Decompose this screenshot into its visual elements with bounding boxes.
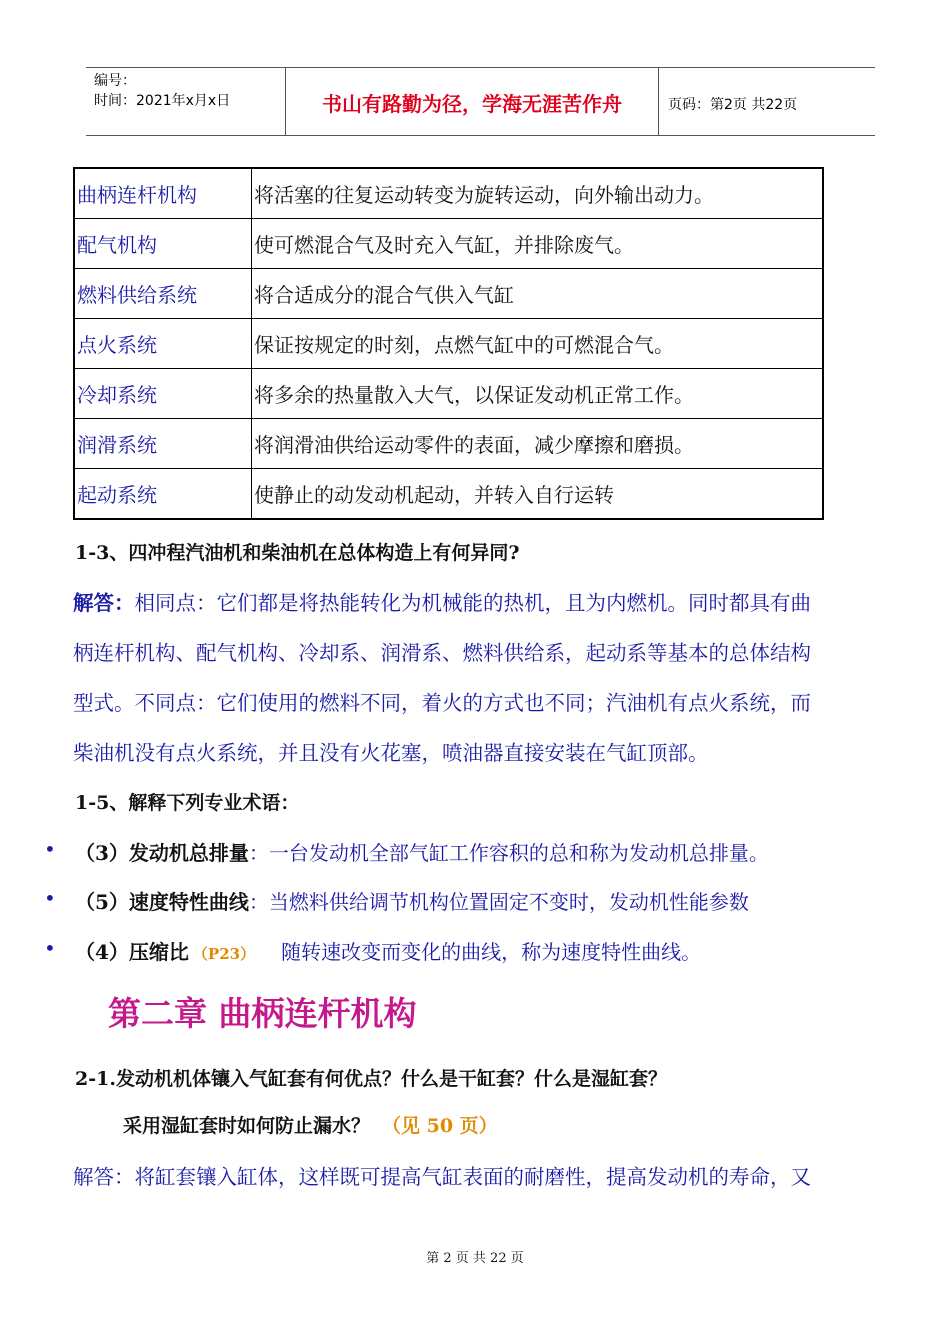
term-item: [75, 886, 749, 915]
question-1-5: 1-5、解释下列专业术语：: [75, 792, 300, 814]
header-page-info: 页码：第2页 共22页: [668, 97, 798, 113]
table-cell-name: 配气机构: [74, 219, 252, 269]
term-name: （5）速度特性曲线: [75, 890, 249, 914]
answer-line: 柄连杆机构、配气机构、冷却系、润滑系、燃料供给系，起动系等基本的总体结构: [73, 641, 811, 665]
header-top-rule: [86, 67, 875, 68]
bullet-icon: •: [44, 886, 56, 910]
answer-line: 柴油机没有点火系统，并且没有火花塞，喷油器直接安装在气缸顶部。: [73, 741, 709, 765]
table-cell-desc: 使可燃混合气及时充入气缸，并排除废气。: [252, 219, 824, 269]
table-cell-name: 冷却系统: [74, 369, 252, 419]
term-definition: ：当燃料供给调节机构位置固定不变时，发动机性能参数: [248, 890, 749, 914]
question-2-1-line-1: 2-1.发动机机体镶入气缸套有何优点？什么是干缸套？什么是湿缸套？: [75, 1068, 667, 1090]
term-definition: ：一台发动机全部气缸工作容积的总和称为发动机总排量。: [248, 841, 769, 865]
answer-line: 解答：相同点：它们都是将热能转化为机械能的热机，且为内燃机。同时都具有曲: [73, 591, 811, 615]
table-row: [74, 168, 823, 219]
term-definition: 随转速改变而变化的曲线，称为速度特性曲线。: [281, 940, 702, 964]
header-time-label: 时间：2021年x月x日: [94, 93, 231, 109]
engine-systems-table: [73, 167, 824, 520]
table-cell-name: 燃料供给系统: [74, 269, 252, 319]
chapter-title: 第二章 曲柄连杆机构: [108, 994, 417, 1033]
table-cell-name: 润滑系统: [74, 419, 252, 469]
answer-line: 型式。不同点：它们使用的燃料不同，着火的方式也不同；汽油机有点火系统，而: [73, 691, 811, 715]
table-cell-name: 曲柄连杆机构: [74, 168, 252, 219]
table-cell-desc: 将合适成分的混合气供入气缸: [252, 269, 824, 319]
table-row: [74, 369, 823, 419]
term-name: （3）发动机总排量: [75, 841, 249, 865]
answer-2-1: 解答：将缸套镶入缸体，这样既可提高气缸表面的耐磨性，提高发动机的寿命，又: [73, 1165, 811, 1189]
bullet-icon: •: [44, 837, 56, 861]
bullet-icon: •: [44, 936, 56, 960]
table-cell-desc: 将多余的热量散入大气，以保证发动机正常工作。: [252, 369, 824, 419]
header-bottom-rule: [86, 135, 875, 136]
table-cell-desc: 保证按规定的时刻，点燃气缸中的可燃混合气。: [252, 319, 824, 369]
table-cell-desc: 将活塞的往复运动转变为旋转运动，向外输出动力。: [252, 168, 824, 219]
table-cell-desc: 将润滑油供给运动零件的表面，减少摩擦和磨损。: [252, 419, 824, 469]
table-row: [74, 419, 823, 469]
answer-1-3: [73, 578, 888, 778]
term-name: （4）压缩比: [75, 940, 189, 964]
table-row: [74, 469, 823, 520]
header-divider-right: [658, 67, 659, 135]
page-reference: （见 50 页）: [382, 1115, 498, 1137]
question-2-1-line-2: 采用湿缸套时如何防止漏水？ （见 50 页）: [123, 1115, 498, 1137]
term-item: [75, 936, 701, 965]
table-row: [74, 269, 823, 319]
table-cell-desc: 使静止的动发动机起动，并转入自行运转: [252, 469, 824, 520]
answer-label: 解答：: [73, 591, 135, 615]
table-row: [74, 319, 823, 369]
table-cell-name: 点火系统: [74, 319, 252, 369]
term-item: [75, 837, 769, 866]
question-1-3: 1-3、四冲程汽油机和柴油机在总体构造上有何异同?: [75, 542, 520, 564]
header-number-label: 编号：: [94, 73, 136, 89]
table-cell-name: 起动系统: [74, 469, 252, 520]
page-reference: （P23）: [192, 945, 256, 963]
table-row: [74, 219, 823, 269]
page-footer: 第 2 页 共 22 页: [426, 1251, 524, 1266]
header-motto: 书山有路勤为径，学海无涯苦作舟: [322, 92, 622, 116]
